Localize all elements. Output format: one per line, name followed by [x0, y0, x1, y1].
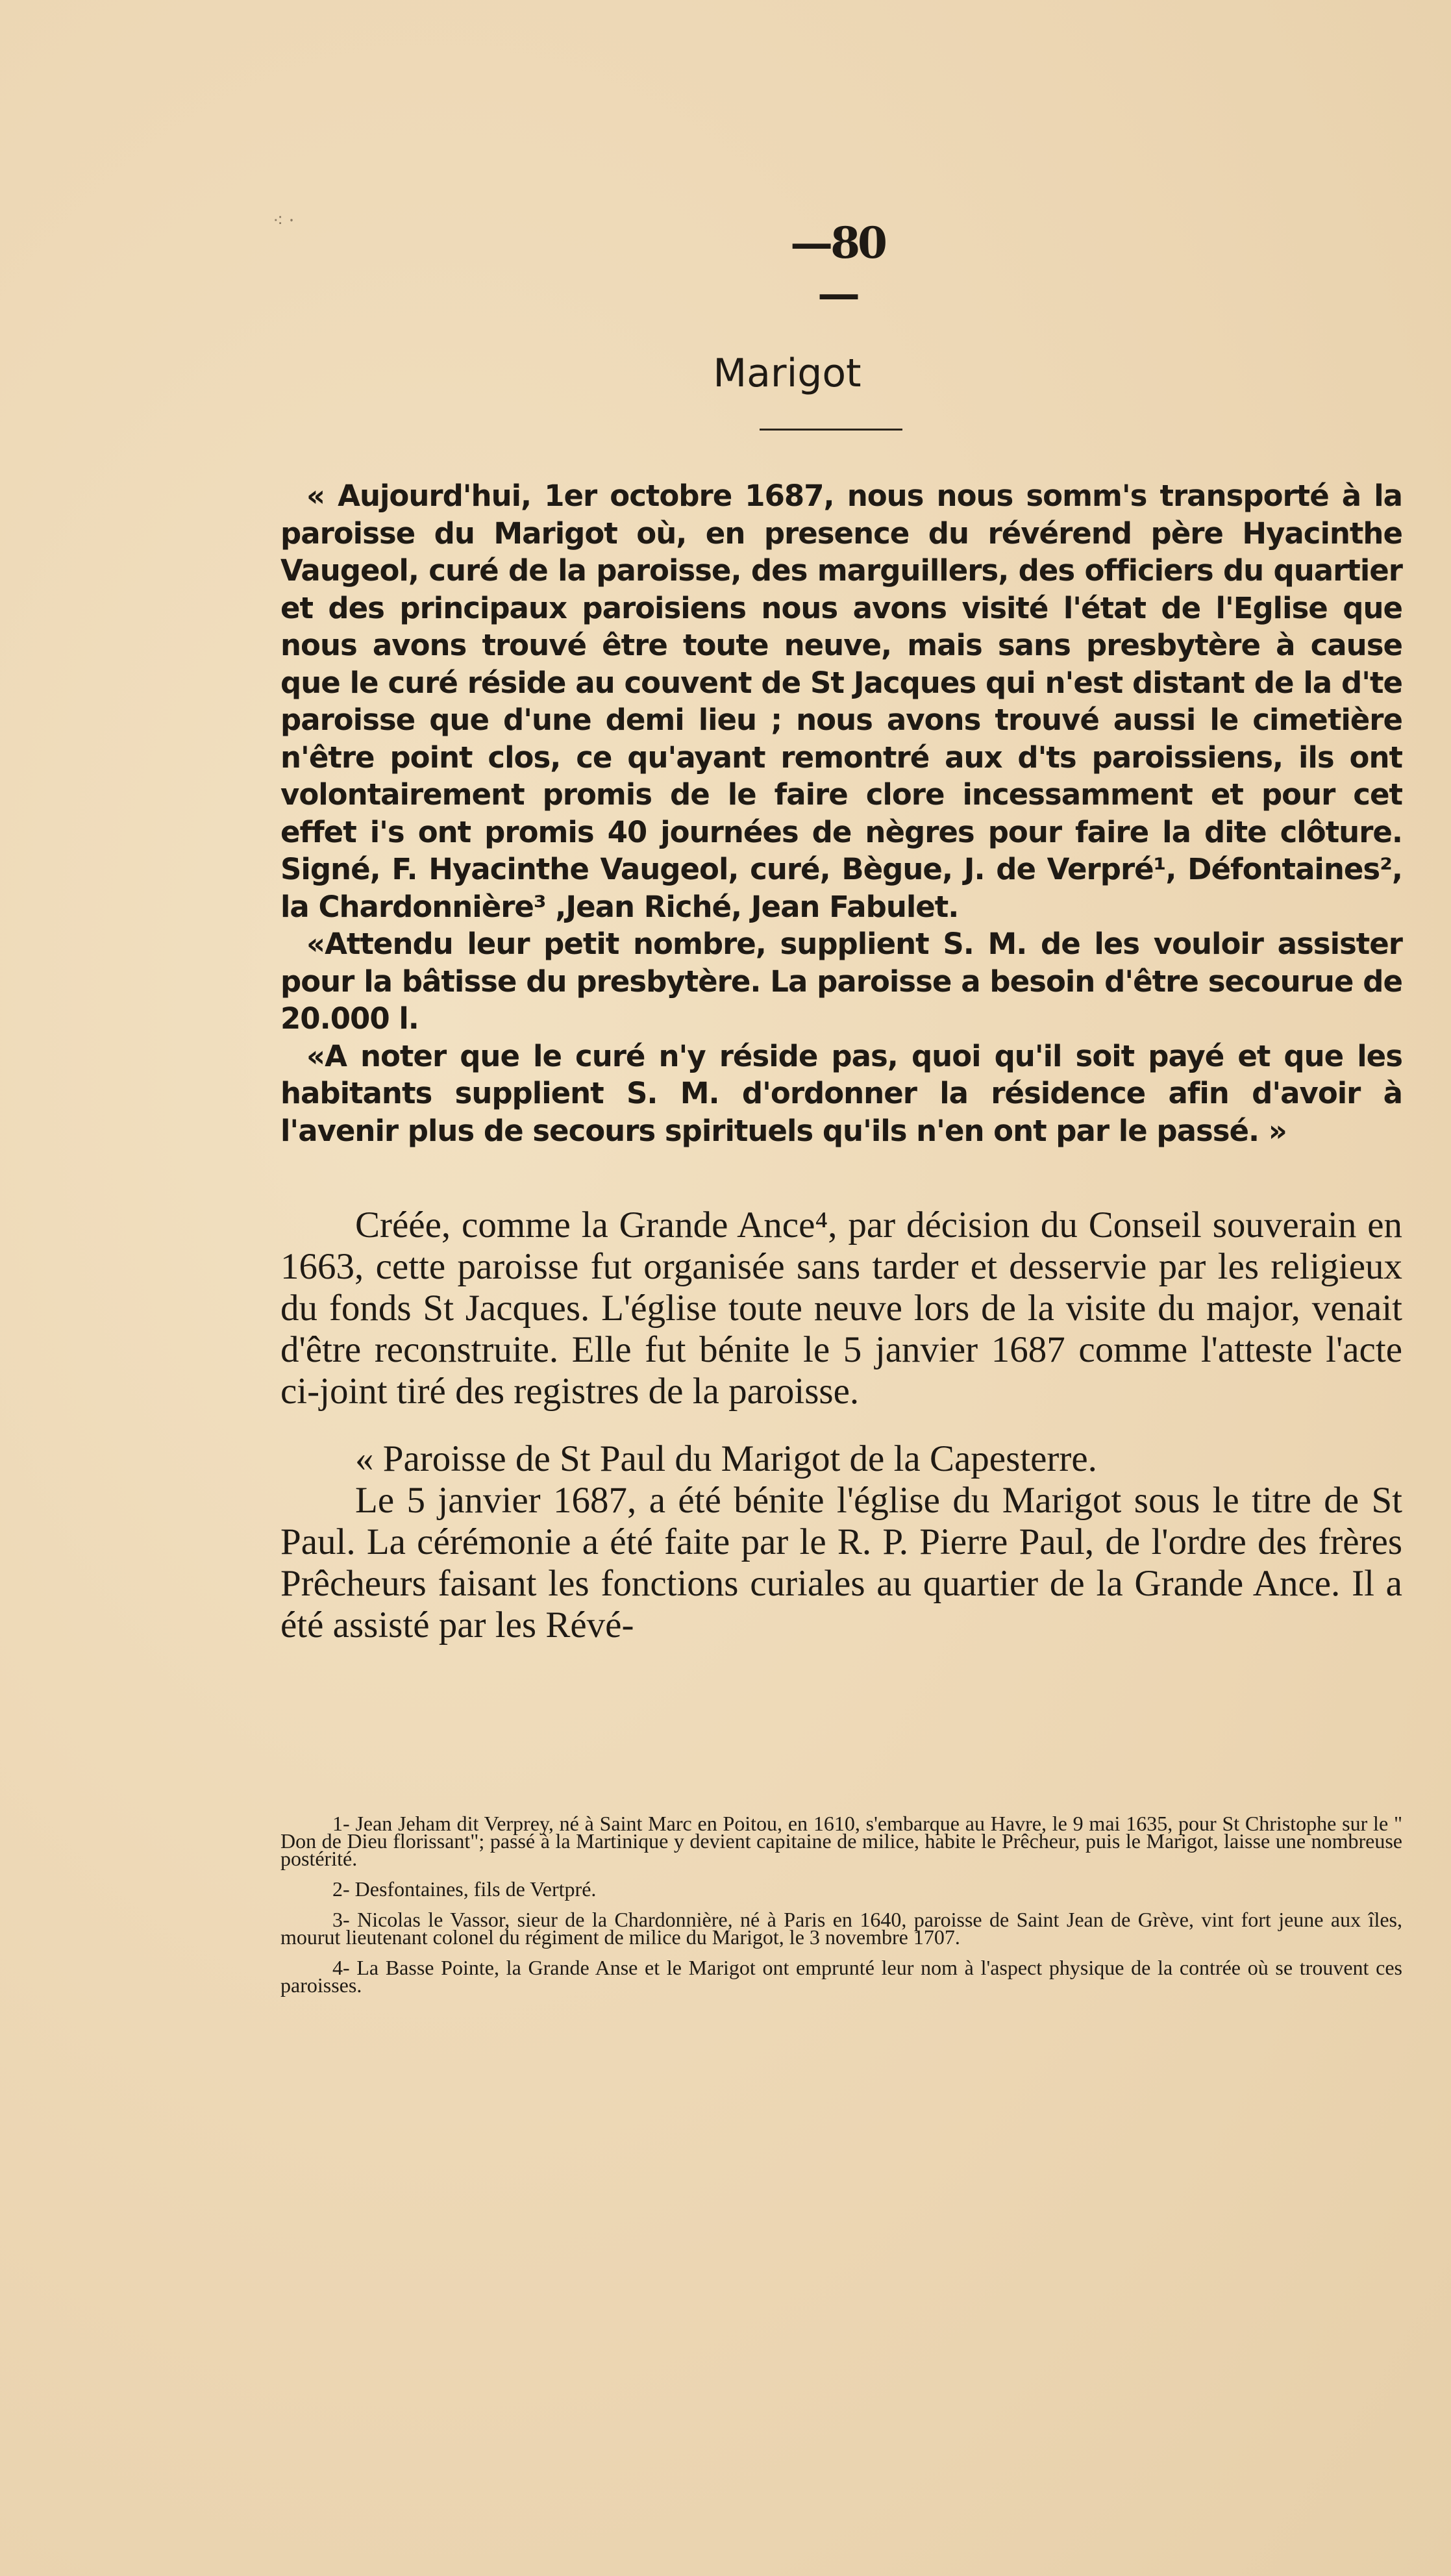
footnotes — [280, 1812, 1402, 2007]
quote-paragraph: «A noter que le curé n'y réside pas, quoi qu'il soit payé et que les habitants supplient S. M. d'ordonner la résidence afin d'avoir à l'avenir plus de secours spirituels qu'ils n'en ont par le passé. » — [280, 1038, 1402, 1148]
ink-specks: ⁖ ⸱ — [273, 210, 294, 231]
footnote: 4- La Basse Pointe, la Grande Anse et le Marigot ont emprunté leur nom à l'aspect physique de la contrée où se trouvent ces paroisses. — [280, 1956, 1402, 1997]
quote-paragraph: «Attendu leur petit nombre, supplient S. M. de les vouloir assister pour la bâtisse du presbytère. La paroisse a besoin d'être secourue de 20.000 l. — [280, 927, 1402, 1036]
page-title: Marigot — [713, 351, 862, 396]
body-paragraph: Créée, comme la Grande Ance⁴, par décision du Conseil souverain en 1663, cette paroisse fut organisée sans tarder et desservie par les religieux du fonds St Jacques. L'église toute neuve lors de la visite du major, venait d'être reconstruite. Elle fut bénite le 5 janvier 1687 comme l'atteste l'acte ci-joint tiré des registres de la paroisse. — [280, 1205, 1402, 1412]
page-number: —80— — [790, 218, 885, 319]
body-text — [280, 1205, 1402, 1672]
visit-report-quote — [280, 477, 1402, 1149]
footnote: 2- Desfontaines, fils de Vertpré. — [332, 1877, 597, 1901]
title-divider — [760, 429, 902, 431]
footnote: 3- Nicolas le Vassor, sieur de la Chardonnière, né à Paris en 1640, paroisse de Saint Jean de Grève, vint fort jeune aux îles, mourut lieutenant colonel du régiment de milice du Marigot, le 3 novembre 1707. — [280, 1908, 1402, 1949]
body-paragraph: « Paroisse de St Paul du Marigot de la Capesterre. — [355, 1438, 1097, 1479]
footnote: 1- Jean Jeham dit Verprey, né à Saint Marc en Poitou, en 1610, s'embarque au Havre, le 9 mai 1635, pour St Christophe sur le " Don de Dieu florissant"; passé à la Martinique y devient capitaine de milice, habite le Prêcheur, puis le Marigot, laisse une nombreuse postérité. — [280, 1812, 1402, 1870]
body-paragraph: Le 5 janvier 1687, a été bénite l'église du Marigot sous le titre de St Paul. La cérémonie a été faite par le R. P. Pierre Paul, de l'ordre des frères Prêcheurs faisant les fonctions curiales au quartier de la Grande Ance. Il a été assisté par les Révé- — [280, 1480, 1402, 1645]
quote-paragraph: « Aujourd'hui, 1er octobre 1687, nous nous somm's transporté à la paroisse du Marigot où, en presence du révérend père Hyacinthe Vaugeol, curé de la paroisse, des marguillers, des officiers du quartier et des principaux paroisiens nous avons visité l'état de l'Eglise que nous avons trouvé être toute neuve, mais sans presbytère à cause que le curé réside au couvent de St Jacques qui n'est distant de la d'te paroisse que d'une demi lieu ; nous avons trouvé aussi le cimetière n'être point clos, ce qu'ayant remontré aux d'ts paroissiens, ils ont volontairement promis de le faire clore incessamment et pour cet effet i's ont promis 40 journées de nègres pour faire la dite clôture. Signé, F. Hyacinthe Vaugeol, curé, Bègue, J. de Verpré¹, Défontaines², la Chardonnière³ ,Jean Riché, Jean Fabulet. — [280, 479, 1402, 924]
